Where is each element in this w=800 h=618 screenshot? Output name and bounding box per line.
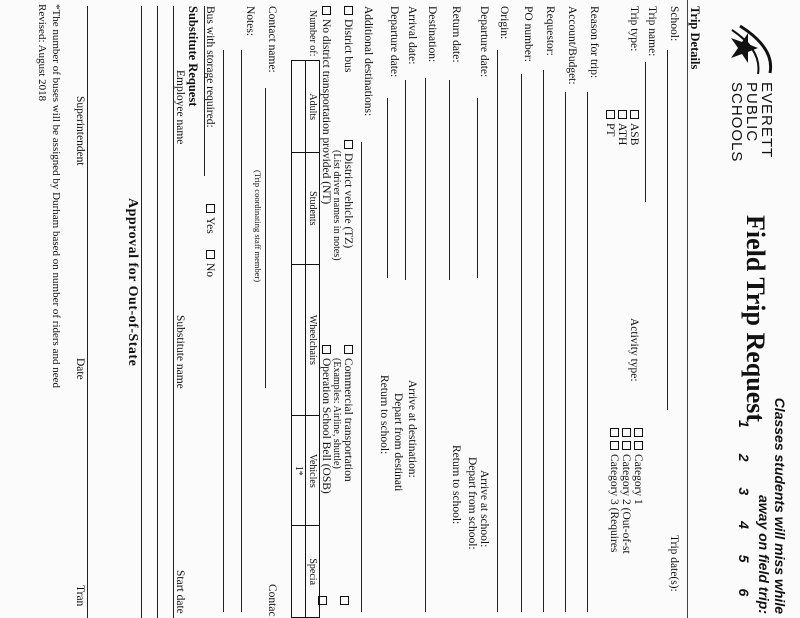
counts-cell-students[interactable] [292,153,306,265]
checkbox-icon [322,6,331,15]
page-title: Field Trip Request [741,215,770,423]
contact-name-label: Contact name: [266,6,278,73]
trip-type-pt[interactable]: PT [604,110,616,145]
sub-header-substitute: Substitute name [174,315,186,389]
counts-cell-wheelchairs[interactable] [292,264,306,416]
approval-header-date: Date [74,358,86,380]
sub-row-line-2[interactable] [157,6,158,618]
revised-date: Revised: August 2018 [36,4,48,102]
checkbox-icon [630,110,639,119]
return-school-2-label: Return to school: [378,375,390,455]
departure-date-label: Departure date: [478,6,490,78]
period-6[interactable]: 6 [736,588,752,597]
school-field[interactable] [667,50,668,410]
counts-header-special: Specia [306,526,320,618]
checkbox-icon [340,596,349,605]
trip-type-ath[interactable]: ATH [616,110,628,145]
period-5[interactable]: 5 [736,554,752,563]
contact-right-label: Contac [266,584,278,617]
arrival-date-label: Arrival date: [406,6,418,65]
classes-missed-line-2: away on field trip: [756,494,772,614]
storage-underline [204,6,205,176]
approval-signature-line[interactable] [87,6,88,618]
origin-label: Origin: [498,6,510,40]
arrival-date-field[interactable] [405,80,406,280]
account-label: Account/Budget: [566,6,578,85]
additional-destinations-field[interactable] [361,142,362,612]
contact-name-field[interactable] [265,88,266,388]
trip-type-options [604,110,640,145]
checkbox-icon [322,345,331,354]
checkbox-icon [634,441,643,450]
destination-field[interactable] [425,78,426,612]
checkbox-icon [344,6,353,15]
logo-line-2: PUBLIC [743,82,760,143]
reason-field[interactable] [587,92,588,612]
period-list [736,420,752,596]
checkbox-icon [622,441,631,450]
checkbox-icon [622,428,631,437]
transport-district-vehicle[interactable]: District vehicle (TZ) [342,140,354,248]
counts-table-header [306,6,320,618]
departure-date-2-label: Departure date: [388,6,400,78]
storage-no[interactable]: No [204,250,216,277]
classes-missed-line-1: Classes students will miss while [772,397,788,614]
substitute-title: Substitute Request [186,6,200,107]
star-swoosh-icon [720,18,780,78]
contact-name-note: (Trip coordinating staff member) [253,170,263,283]
approval-title: Approval for Out-of-State [125,198,140,367]
account-field[interactable] [565,92,566,612]
trip-type-label: Trip type: [628,6,640,52]
transport-commercial[interactable]: Commercial transportation [342,345,354,482]
reason-label: Reason for trip: [588,6,600,79]
destination-label: Destination: [426,6,438,63]
transport-osb[interactable]: Operation School Bell (OSB) [320,345,332,494]
checkbox-icon [634,428,643,437]
depart-destination-label: Depart from destinati [392,393,404,492]
approval-header-superintendent: Superintendent [74,96,86,166]
checkbox-icon [618,110,627,119]
sub-row-line-3[interactable] [141,6,142,618]
period-4[interactable]: 4 [736,521,752,529]
transport-district-bus[interactable]: District bus [342,6,354,72]
sub-row-line-1[interactable] [173,6,174,618]
return-date-label: Return date: [450,6,462,63]
po-number-field[interactable] [521,74,522,612]
counts-header-adults: Adults [306,61,320,153]
trip-name-label: Trip name: [646,6,658,57]
counts-header-students: Students [306,153,320,265]
po-number-label: PO number: [522,6,534,62]
everett-logo [720,18,780,198]
trip-dates-label: Trip date(s): [668,535,680,592]
period-3[interactable]: 3 [736,487,752,496]
counts-header-vehicles: Vehicles [306,416,320,526]
commercial-note: (Examples: Airline, shuttle) [331,358,342,469]
requestor-label: Requestor: [544,6,556,56]
counts-header-wheelchairs: Wheelchairs [306,264,320,416]
return-date-field[interactable] [449,80,450,280]
footnote: *The number of buses will be assigned by Durham based on number of riders and need [50,4,62,388]
counts-table-row [292,6,306,618]
depart-school-label: Depart from school: [466,457,478,550]
transport-no-district[interactable]: No district transportation provided (NT) [320,6,332,204]
checkbox-icon [344,140,353,149]
approval-header-tran: Tran [74,585,86,607]
arrive-school-label: Arrive at school: [478,470,490,548]
logo-line-1: EVERETT [758,82,775,159]
school-label: School: [668,6,680,42]
origin-field[interactable] [497,50,498,612]
counts-cell-adults[interactable] [292,61,306,153]
sub-header-start-date: Start date [174,570,186,614]
counts-cell-vehicles[interactable]: 1* [292,416,306,526]
additional-destinations-label: Additional destinations: [362,6,374,117]
checkbox-icon [606,110,615,119]
return-school-label: Return to school: [450,445,462,525]
notes-label: Notes: [244,6,256,37]
notes-line-2[interactable] [223,50,224,612]
period-2[interactable]: 2 [736,453,752,462]
logo-line-3: SCHOOLS [728,82,745,163]
checkbox-icon [206,204,215,213]
counts-cell-blank [292,6,306,61]
activity-category-3[interactable]: Category 3 (Requires [608,428,620,554]
notes-line-1[interactable] [241,50,242,612]
counts-cell-special[interactable] [292,526,306,618]
activity-category-2[interactable]: Category 2 (Out-of-st [620,428,632,554]
activity-type-label: Activity type: [628,318,640,382]
activity-category-1[interactable]: Category 1 [632,428,644,554]
transport-extra-checkbox[interactable] [336,596,354,609]
trip-name-field[interactable] [645,62,646,202]
checkbox-icon [610,428,619,437]
counts-header-number: Number of: [307,10,318,57]
activity-type-options [608,428,644,554]
counts-table [291,6,320,618]
storage-yes[interactable]: Yes [204,204,216,234]
trip-type-asb[interactable]: ASB [628,110,640,145]
checkbox-icon [206,250,215,259]
district-vehicle-note: (List driver names in notes) [331,150,342,261]
checkbox-icon [610,441,619,450]
classes-missed-block [756,392,788,614]
storage-question: Bus with storage required: [204,6,216,128]
sub-header-employee: Employee name [174,70,186,145]
arrive-destination-label: Arrive at destination: [406,380,418,478]
departure-date-field[interactable] [477,98,478,278]
requestor-field[interactable] [543,70,544,612]
period-1[interactable]: 1 [736,420,752,428]
checkbox-icon [344,345,353,354]
departure-date-2-field[interactable] [387,98,388,278]
section-trip-details: Trip Details [688,6,702,70]
